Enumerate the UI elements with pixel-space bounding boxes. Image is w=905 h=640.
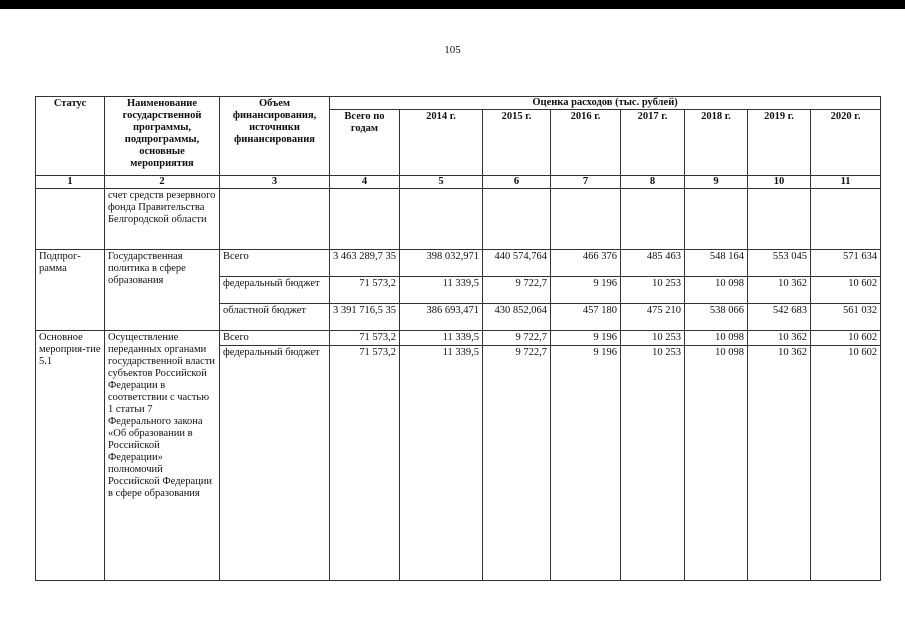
year-value: 11 339,5	[400, 277, 483, 304]
col-num-8: 8	[621, 176, 685, 189]
total-value: 71 573,2	[330, 277, 400, 304]
col-num-11: 11	[811, 176, 881, 189]
col-num-3: 3	[220, 176, 330, 189]
col-num-1: 1	[36, 176, 105, 189]
scan-top-border	[0, 0, 905, 9]
year-value: 10 253	[621, 346, 685, 581]
year-value: 10 362	[748, 331, 811, 346]
empty-cell	[685, 189, 748, 250]
activity-row-total	[36, 331, 881, 346]
source-label: федеральный бюджет	[220, 346, 330, 581]
year-value: 430 852,064	[483, 304, 551, 331]
year-value: 9 722,7	[483, 277, 551, 304]
empty-cell	[748, 189, 811, 250]
subprogram-status: Подпрог-рамма	[36, 250, 105, 331]
year-value: 10 253	[621, 331, 685, 346]
source-label: Всего	[220, 331, 330, 346]
source-label: Всего	[220, 250, 330, 277]
header-year-2015: 2015 г.	[483, 110, 551, 176]
col-num-4: 4	[330, 176, 400, 189]
year-value: 11 339,5	[400, 346, 483, 581]
total-value: 3 391 716,5 35	[330, 304, 400, 331]
year-value: 10 362	[748, 277, 811, 304]
year-value: 466 376	[551, 250, 621, 277]
year-value: 10 602	[811, 331, 881, 346]
total-value: 3 463 289,7 35	[330, 250, 400, 277]
continuation-row	[36, 189, 881, 250]
year-value: 9 196	[551, 277, 621, 304]
year-value: 475 210	[621, 304, 685, 331]
column-number-row	[36, 176, 881, 189]
header-status: Статус	[36, 97, 105, 176]
year-value: 9 196	[551, 346, 621, 581]
empty-cell	[220, 189, 330, 250]
year-value: 386 693,471	[400, 304, 483, 331]
page-number: 105	[444, 44, 461, 56]
year-value: 11 339,5	[400, 331, 483, 346]
col-num-7: 7	[551, 176, 621, 189]
year-value: 553 045	[748, 250, 811, 277]
header-year-2014: 2014 г.	[400, 110, 483, 176]
header-year-2017: 2017 г.	[621, 110, 685, 176]
year-value: 10 602	[811, 277, 881, 304]
continuation-name: счет средств резервного фонда Правительства Белгородской области	[105, 189, 220, 250]
header-year-2016: 2016 г.	[551, 110, 621, 176]
source-label: федеральный бюджет	[220, 277, 330, 304]
empty-cell	[330, 189, 400, 250]
source-label: областной бюджет	[220, 304, 330, 331]
year-value: 10 098	[685, 277, 748, 304]
year-value: 10 253	[621, 277, 685, 304]
header-total: Всего по годам	[330, 110, 400, 176]
header-year-2018: 2018 г.	[685, 110, 748, 176]
header-year-2019: 2019 г.	[748, 110, 811, 176]
header-name: Наименование государственной программы, подпрограммы, основные мероприятия	[105, 97, 220, 176]
subprogram-row-total	[36, 250, 881, 277]
year-value: 9 196	[551, 331, 621, 346]
year-value: 538 066	[685, 304, 748, 331]
empty-cell	[811, 189, 881, 250]
budget-table	[35, 96, 881, 581]
continuation-status	[36, 189, 105, 250]
year-value: 398 032,971	[400, 250, 483, 277]
col-num-10: 10	[748, 176, 811, 189]
header-year-2020: 2020 г.	[811, 110, 881, 176]
header-volume: Объем финансирования, источники финансирования	[220, 97, 330, 176]
year-value: 548 164	[685, 250, 748, 277]
total-value: 71 573,2	[330, 346, 400, 581]
year-value: 542 683	[748, 304, 811, 331]
year-value: 9 722,7	[483, 331, 551, 346]
col-num-6: 6	[483, 176, 551, 189]
empty-cell	[621, 189, 685, 250]
activity-name: Осуществление переданных органами государственной власти субъектов Российской Федерации в соответствии с частью 1 статьи 7 Федерального закона «Об образовании в Российской Федерации» полномочий Российской Федерации в сфере образования	[105, 331, 220, 581]
subprogram-name: Государственная политика в сфере образования	[105, 250, 220, 331]
col-num-9: 9	[685, 176, 748, 189]
year-value: 10 602	[811, 346, 881, 581]
year-value: 571 634	[811, 250, 881, 277]
total-value: 71 573,2	[330, 331, 400, 346]
col-num-5: 5	[400, 176, 483, 189]
year-value: 485 463	[621, 250, 685, 277]
year-value: 10 362	[748, 346, 811, 581]
empty-cell	[551, 189, 621, 250]
col-num-2: 2	[105, 176, 220, 189]
year-value: 457 180	[551, 304, 621, 331]
year-value: 10 098	[685, 346, 748, 581]
empty-cell	[400, 189, 483, 250]
activity-status: Основное мероприя-тие 5.1	[36, 331, 105, 581]
year-value: 10 098	[685, 331, 748, 346]
year-value: 9 722,7	[483, 346, 551, 581]
year-value: 561 032	[811, 304, 881, 331]
empty-cell	[483, 189, 551, 250]
header-row	[36, 97, 881, 110]
year-value: 440 574,764	[483, 250, 551, 277]
header-estimate: Оценка расходов (тыс. рублей)	[330, 97, 881, 110]
